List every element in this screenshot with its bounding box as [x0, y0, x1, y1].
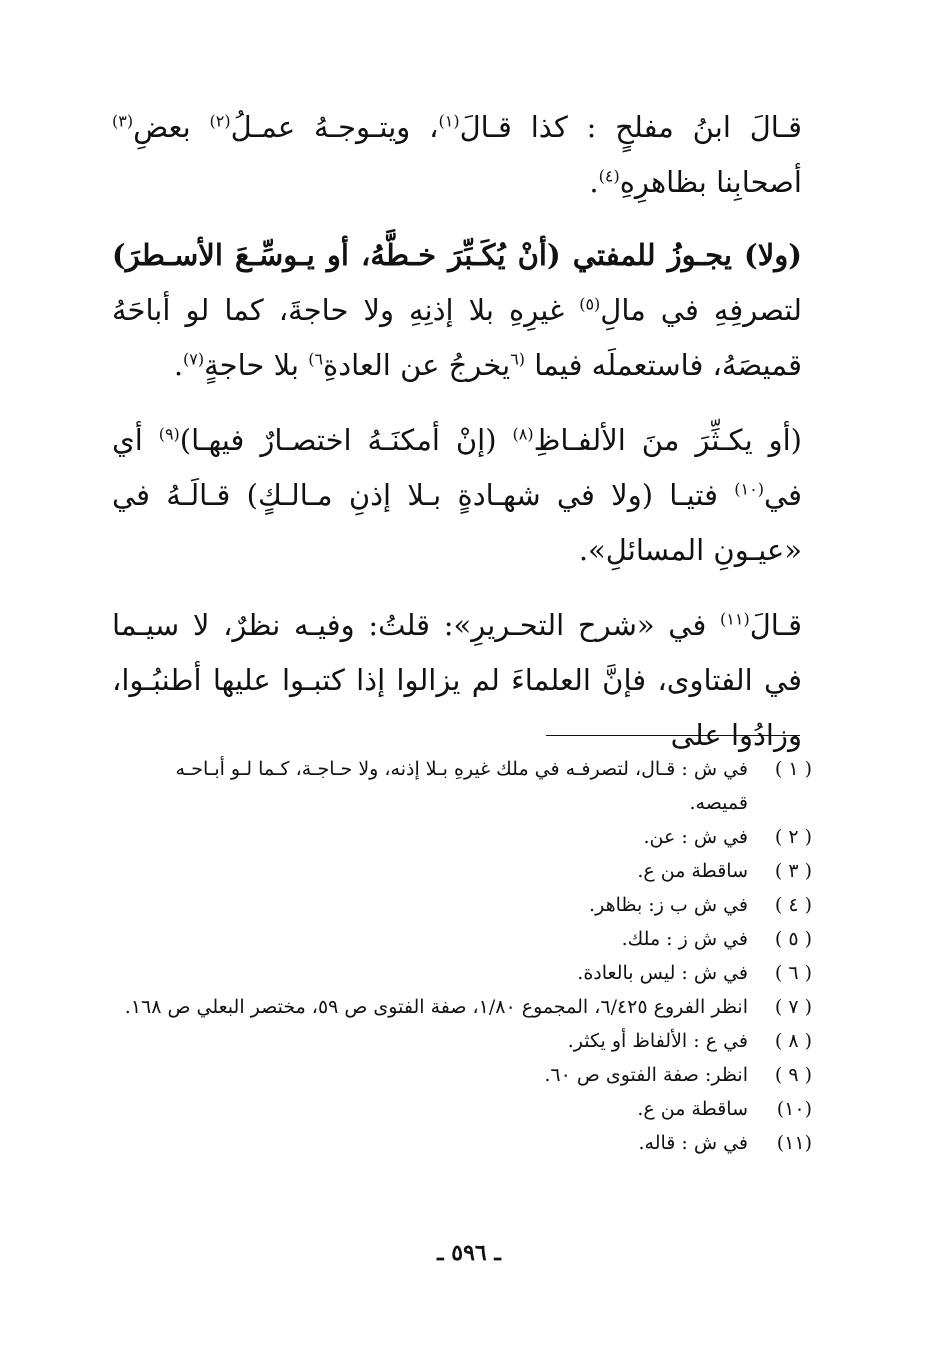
page-number: ـ ٥٩٦ ـ: [437, 1240, 501, 1266]
footnote-number: ( ٦ ): [774, 962, 812, 984]
footnote-reference: (٢): [209, 111, 231, 131]
footnote-item: [112, 1126, 812, 1160]
commentary-text: بعضِ: [133, 110, 210, 144]
footnote-item: [112, 990, 812, 1024]
body-paragraph: [112, 413, 802, 578]
commentary-text: (إنْ أمكنَـهُ اختصـارٌ فيهـا): [179, 423, 513, 457]
footnote-text: في ش : قـال، لتصرفـه في ملك غيرهِ بـلا إذنه، ولا حـاجـة، كـما لـو أبـاحـه قميصه.: [175, 758, 748, 814]
footnote-item: [112, 1024, 812, 1058]
commentary-text: يخرجُ عن العادةِ: [323, 348, 511, 382]
footnote-item: [112, 820, 812, 854]
footnote-item: [112, 888, 812, 922]
footnote-item: [112, 1092, 812, 1126]
body-paragraph: [112, 598, 802, 763]
footnote-reference: (٣): [112, 111, 134, 131]
footnote-text: ساقطة من ع.: [637, 1098, 748, 1120]
footnote-text: ساقطة من ع.: [637, 860, 748, 882]
commentary-text: (أو يكـثِّرَ منَ الألفـاظِ: [533, 423, 802, 457]
footnote-reference: (٥): [579, 294, 601, 314]
commentary-text: أصحابِنا بظاهرِهِ: [619, 165, 802, 199]
footnote-number: ( ١ ): [774, 758, 812, 780]
commentary-text: .: [173, 348, 184, 382]
commentary-text: لتصرفِهِ في مالِ: [600, 293, 802, 327]
commentary-text: قـالَ: [749, 608, 802, 642]
footnote-number: ( ٣ ): [774, 860, 812, 882]
footnote-reference: ٦): [308, 349, 324, 369]
matn-text: (ولا) يجـوزُ للمفتي (أنْ يُكَـبِّرَ خـطَّهُ، أو يـوسِّـعَ الأسـطرَ): [112, 238, 802, 272]
footnote-number: ( ٧ ): [774, 996, 812, 1018]
commentary-text: .: [589, 165, 599, 199]
footnote-item: [112, 752, 812, 820]
footnote-reference: (١): [438, 111, 460, 131]
body-paragraph: [112, 228, 802, 393]
footnote-text: في ش : ليس بالعادة.: [577, 962, 748, 984]
footnote-number: (١١): [776, 1132, 812, 1154]
commentary-text: في «شرح التحـريرِ»: قلتُ: وفيـه نظرٌ، لا سيـما في الفتاوى، فإنَّ العلماءَ لم يزالوا إذا كتبـوا عليها أطنبُـوا، وزادُوا على: [112, 608, 802, 752]
footnote-reference: (٧): [183, 349, 205, 369]
commentary-text: ، ويتـوجـهُ عمـلُ: [230, 110, 439, 144]
footnotes-section: [112, 752, 812, 1160]
footnote-number: ( ٨ ): [774, 1030, 812, 1052]
footnote-text: انظر الفروع ٦/٤٢٥، المجموع ١/٨٠، صفة الفتوى ص ٥٩، مختصر البعلي ص ١٦٨.: [124, 996, 748, 1018]
footnote-text: في ع : الألفاظ أو يكثر.: [567, 1030, 748, 1052]
footnote-item: [112, 1058, 812, 1092]
commentary-text: غيرِهِ بلا إذنِهِ ولا حاجةَ، كما لو أباحَهُ قميصَهُ، فاستعملَه فيما: [112, 293, 802, 382]
footnote-text: في ش ز : ملك.: [621, 928, 748, 950]
footnote-reference: (١٠): [734, 479, 764, 499]
footnote-reference: (٨): [512, 424, 534, 444]
footnote-number: ( ٥ ): [774, 928, 812, 950]
commentary-text: فتيـا (ولا في شهـادةٍ بـلا إذنِ مـالـكٍ) قـالَـهُ في «عيـونِ المسائلِ».: [112, 478, 802, 567]
footnote-item: [112, 922, 812, 956]
footnote-reference: (٩): [158, 424, 180, 444]
footnote-number: (١٠): [776, 1098, 812, 1120]
footnote-item: [112, 854, 812, 888]
footnote-item: [112, 956, 812, 990]
footnote-number: ( ٤ ): [774, 894, 812, 916]
footnote-text: في ش ب ز: بظاهر.: [589, 894, 748, 916]
commentary-text: بلا حاجةٍ: [204, 348, 309, 382]
main-text-body: [112, 100, 802, 783]
footnote-reference: (١١): [720, 609, 750, 629]
footnote-number: ( ٢ ): [774, 826, 812, 848]
commentary-text: قـالَ ابنُ مفلحٍ : كذا قـالَ: [459, 110, 802, 144]
commentary-text: أي في: [112, 423, 802, 512]
footnote-reference: (٦: [510, 349, 526, 369]
footnote-number: ( ٩ ): [774, 1064, 812, 1086]
body-paragraph: [112, 100, 802, 210]
footnote-text: في ش : قاله.: [638, 1132, 748, 1154]
footnote-text: في ش : عن.: [643, 826, 748, 848]
footnote-reference: (٤): [598, 166, 620, 186]
footnote-text: انظر: صفة الفتوى ص ٦٠.: [544, 1064, 748, 1086]
footnote-divider: [546, 735, 800, 736]
